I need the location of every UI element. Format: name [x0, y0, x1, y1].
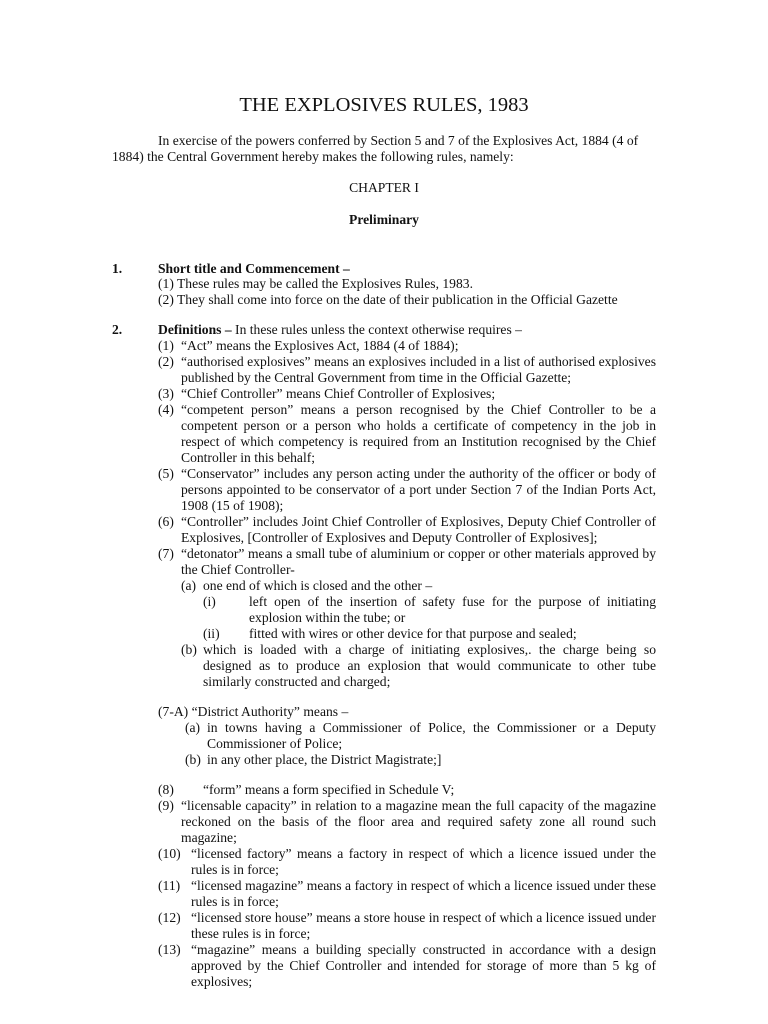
section-1-number: 1.: [112, 261, 123, 276]
definition-13-text: “magazine” means a building specially constructed in accordance with a design approved by the Chief Controller and intended for storage of more than 5 kg of explosives;: [191, 942, 656, 989]
definition-8-text: “form” means a form specified in Schedule V;: [203, 782, 455, 797]
preamble-line-2: 1884) the Central Government hereby makes the following rules, namely:: [112, 149, 514, 164]
definition-7-number: (7): [158, 546, 174, 561]
definition-5-number: (5): [158, 466, 174, 481]
definition-7-text: “detonator” means a small tube of aluminium or copper or other materials approved by the Chief Controller-: [181, 546, 656, 577]
document-title: THE EXPLOSIVES RULES, 1983: [239, 94, 529, 116]
definition-7-a-number: (a): [181, 578, 197, 593]
definition-6-number: (6): [158, 514, 174, 529]
definition-7a-a-number: (a): [185, 720, 201, 735]
definition-7-ii-text: fitted with wires or other device for that purpose and sealed;: [249, 626, 577, 641]
definition-2-number: (2): [158, 354, 174, 369]
definition-7-i-text: left open of the insertion of safety fuse for the purpose of initiating explosion within the tube; or: [249, 594, 656, 625]
definition-9-number: (9): [158, 798, 174, 813]
definition-7-a-text: one end of which is closed and the other –: [203, 578, 433, 593]
definition-1-text: “Act” means the Explosives Act, 1884 (4 of 1884);: [181, 338, 459, 353]
definition-7-i-number: (i): [203, 594, 216, 609]
definition-12-text: “licensed store house” means a store house in respect of which a licence issued under these rules is in force;: [191, 910, 656, 941]
definition-7-b-text: which is loaded with a charge of initiating explosives,. the charge being so designed as to produce an explosion that would communicate to other tube similarly constructed and charged;: [203, 642, 656, 689]
definition-10-number: (10): [158, 846, 181, 861]
preamble-line-1: In exercise of the powers conferred by Section 5 and 7 of the Explosives Act, 1884 (4 of: [158, 133, 639, 148]
definition-4-text: “competent person” means a person recognised by the Chief Controller to be a competent person or a person who holds a certificate of competency in the job in respect of which competency is required from an Institution recognised by the Chief Controller in this behalf;: [181, 402, 656, 465]
definition-11-number: (11): [158, 878, 181, 893]
definition-1-number: (1): [158, 338, 174, 353]
definition-2-text: “authorised explosives” means an explosives included in a list of authorised explosives published by the Central Government from time in the Official Gazette;: [181, 354, 656, 385]
section-2-intro: In these rules unless the context otherwise requires –: [231, 322, 522, 337]
section-1-heading: Short title and Commencement –: [158, 261, 350, 276]
definition-7-b-number: (b): [181, 642, 197, 657]
definition-6-text: “Controller” includes Joint Chief Controller of Explosives, Deputy Chief Controller of Explosives, [Controller of Explosives and Deputy Controller of Explosives];: [181, 514, 656, 545]
chapter-subtitle: Preliminary: [349, 212, 419, 227]
definition-12-number: (12): [158, 910, 181, 925]
definition-3-text: “Chief Controller” means Chief Controller of Explosives;: [181, 386, 496, 401]
section-1-item-1: (1) These rules may be called the Explosives Rules, 1983.: [158, 276, 473, 291]
definition-7a-b-text: in any other place, the District Magistrate;]: [207, 752, 442, 767]
section-2-number: 2.: [112, 322, 123, 337]
definition-8-number: (8): [158, 782, 174, 797]
section-2-heading-line: [158, 322, 522, 338]
definition-7a-heading: (7-A) “District Authority” means –: [158, 704, 349, 719]
definition-11-text: “licensed magazine” means a factory in respect of which a licence issued under these rules is in force;: [191, 878, 656, 909]
definition-3-number: (3): [158, 386, 174, 401]
definition-5-text: “Conservator” includes any person acting under the authority of the officer or body of persons appointed to be conservator of a port under Section 7 of the Indian Ports Act, 1908 (15 of 1908);: [181, 466, 656, 513]
definition-9-text: “licensable capacity” in relation to a magazine mean the full capacity of the magazine reckoned on the basis of the floor area and required safety zone all round such magazine;: [181, 798, 656, 845]
definition-13-number: (13): [158, 942, 181, 957]
definition-7-ii-number: (ii): [203, 626, 220, 641]
chapter-heading: CHAPTER I: [349, 180, 419, 195]
section-1-item-2: (2) They shall come into force on the date of their publication in the Official Gazette: [158, 292, 618, 307]
definition-7a-a-text: in towns having a Commissioner of Police, the Commissioner or a Deputy Commissioner of Police;: [207, 720, 656, 751]
section-2-heading: Definitions –: [158, 322, 232, 337]
definition-4-number: (4): [158, 402, 174, 417]
definition-7a-b-number: (b): [185, 752, 201, 767]
definition-10-text: “licensed factory” means a factory in respect of which a licence issued under the rules is in force;: [191, 846, 656, 877]
